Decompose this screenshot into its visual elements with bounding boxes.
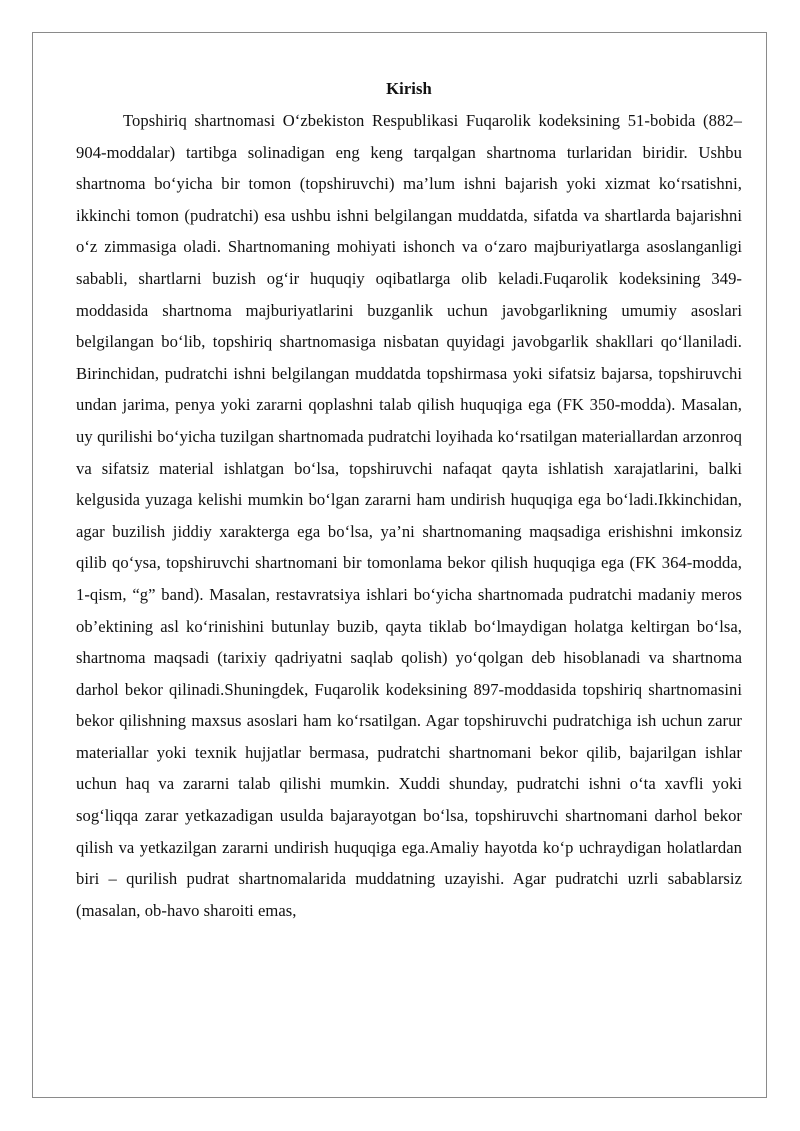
- document-page: [32, 32, 767, 1098]
- section-heading: Kirish: [386, 79, 432, 98]
- page-content: [76, 73, 742, 926]
- body-paragraph: Topshiriq shartnomasi O‘zbekiston Respublikasi Fuqarolik kodeksining 51-bobida (882–904-moddalar) tartibga solinadigan eng keng tarqalgan shartnoma turlaridan biridir. Ushbu shartnoma bo‘yicha bir tomon (topshiruvchi) ma’lum ishni bajarish yoki xizmat ko‘rsatishni, ikkinchi tomon (pudratchi) esa ushbu ishni belgilangan muddatda, sifatda va shartlarda bajarishni o‘z zimmasiga oladi. Shartnomaning mohiyati ishonch va o‘zaro majburiyatlarga asoslanganligi sababli, shartlarni buzish og‘ir huquqiy oqibatlarga olib keladi.Fuqarolik kodeksining 349-moddasida shartnoma majburiyatlarini buzganlik uchun javobgarlikning umumiy asoslari belgilangan bo‘lib, topshiriq shartnomasiga nisbatan quyidagi javobgarlik shakllari qo‘llaniladi. Birinchidan, pudratchi ishni belgilangan muddatda topshirmasa yoki sifatsiz bajarsa, topshiruvchi undan jarima, penya yoki zararni qoplashni talab qilish huquqiga ega (FK 350-modda). Masalan, uy qurilishi bo‘yicha tuzilgan shartnomada pudratchi loyihada ko‘rsatilgan materiallardan arzonroq va sifatsiz material ishlatgan bo‘lsa, topshiruvchi nafaqat qayta ishlatish xarajatlarini, balki kelgusida yuzaga kelishi mumkin bo‘lgan zararni ham undirish huquqiga ega bo‘ladi.Ikkinchidan, agar buzilish jiddiy xarakterga ega bo‘lsa, ya’ni shartnomaning maqsadiga erishishni imkonsiz qilib qo‘ysa, topshiruvchi shartnomani bir tomonlama bekor qilish huquqiga ega (FK 364-modda, 1-qism, “g” band). Masalan, restavratsiya ishlari bo‘yicha shartnomada pudratchi madaniy meros ob’ektining asl ko‘rinishini butunlay buzib, qayta tiklab bo‘lmaydigan holatga keltirgan bo‘lsa, shartnoma maqsadi (tarixiy qadriyatni saqlab qolish) yo‘qolgan deb hisoblanadi va shartnoma darhol bekor qilinadi.Shuningdek, Fuqarolik kodeksining 897-moddasida topshiriq shartnomasini bekor qilishning maxsus asoslari ham ko‘rsatilgan. Agar topshiruvchi pudratchiga ish uchun zarur materiallar yoki texnik hujjatlar bermasa, pudratchi shartnomani bekor qilib, bajarilgan ishlar uchun haq va zararni talab qilishi mumkin. Xuddi shunday, pudratchi ishni o‘ta xavfli yoki sog‘liqqa zarar yetkazadigan usulda bajarayotgan bo‘lsa, topshiruvchi shartnomani darhol bekor qilish va yetkazilgan zararni undirish huquqiga ega.Amaliy hayotda ko‘p uchraydigan holatlardan biri – qurilish pudrat shartnomalarida muddatning uzayishi. Agar pudratchi uzrli sabablarsiz (masalan, ob-havo sharoiti emas,: [76, 111, 742, 920]
